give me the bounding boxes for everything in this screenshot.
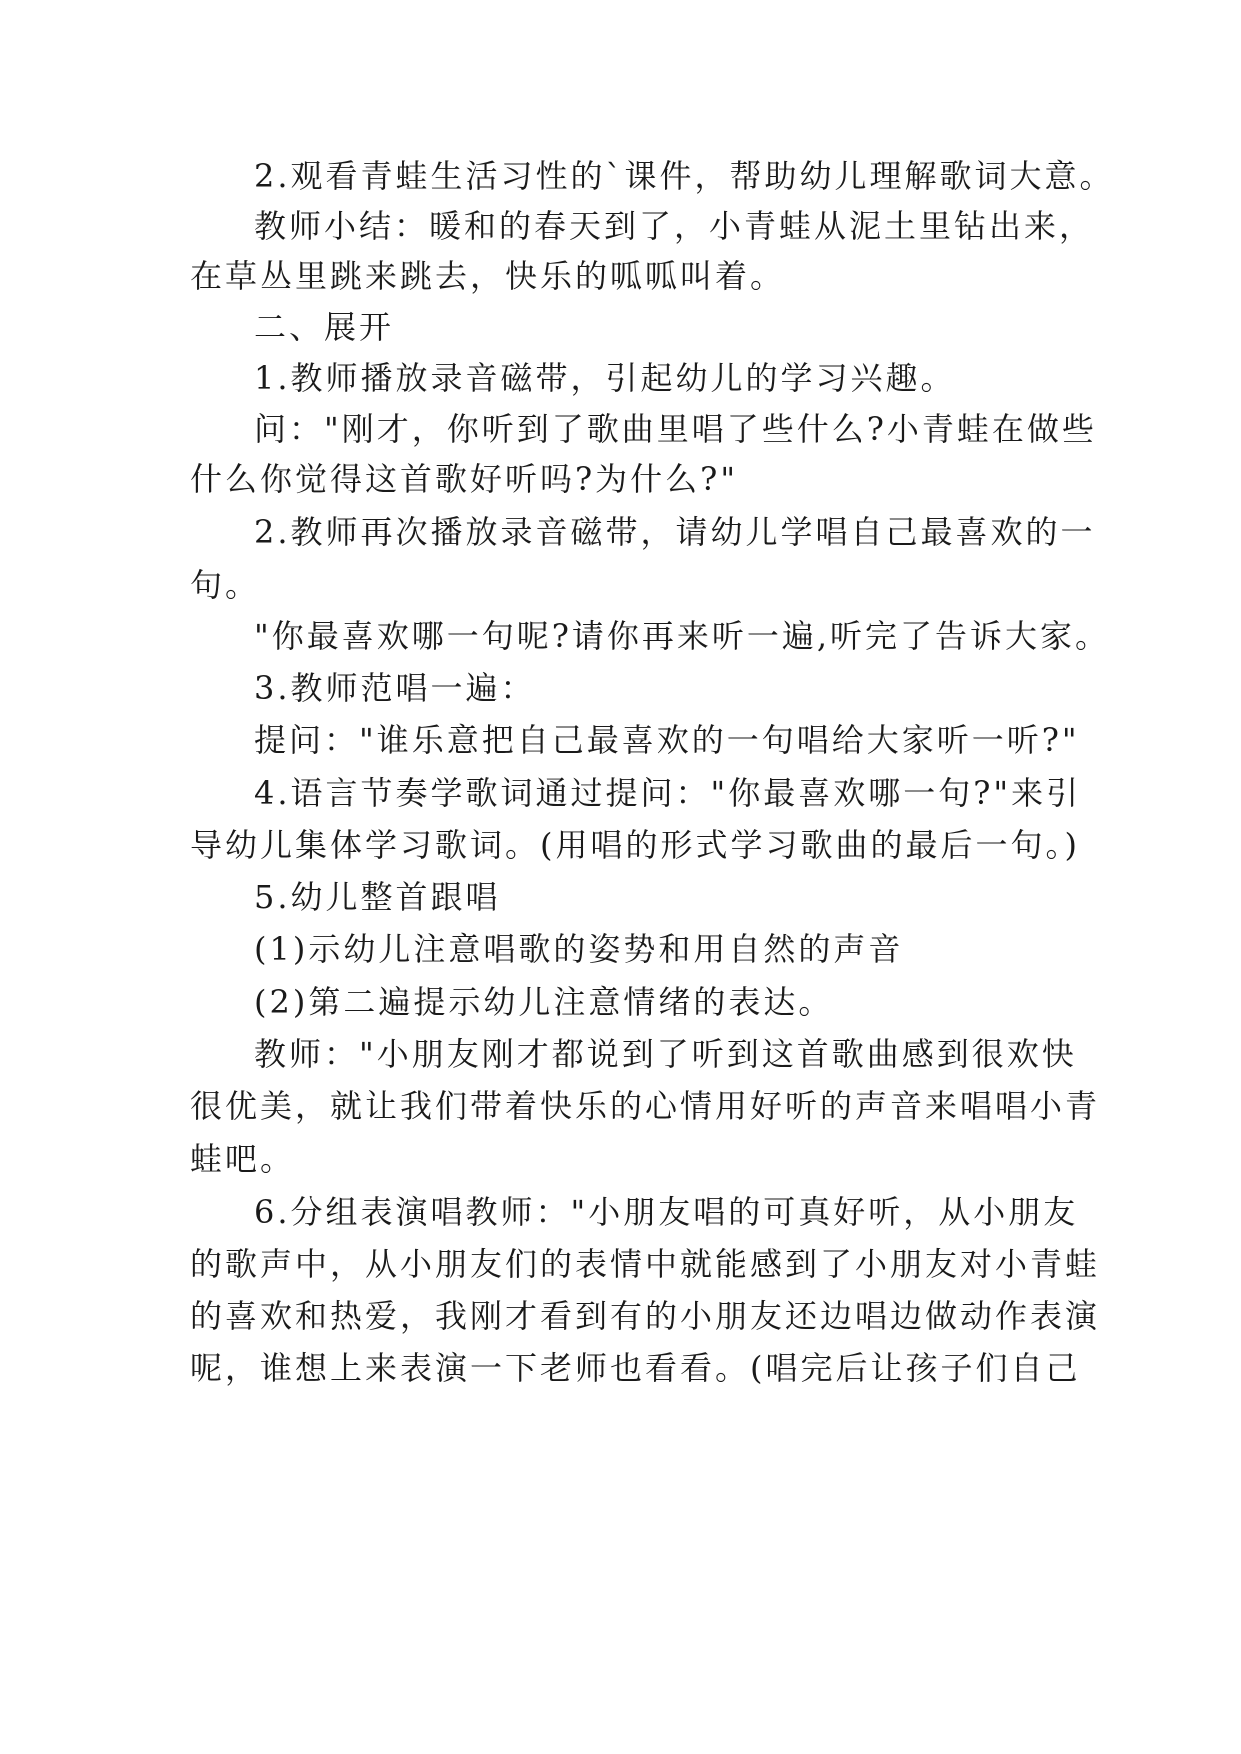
paragraph-line: 提问："谁乐意把自己最喜欢的一句唱给大家听一听?"	[254, 721, 1080, 759]
paragraph-line: 问："刚才，你听到了歌曲里唱了些什么?小青蛙在做些	[254, 410, 1097, 448]
paragraph-line: 很优美，就让我们带着快乐的心情用好听的声音来唱唱小青	[190, 1087, 1101, 1125]
paragraph-line: (1)示幼儿注意唱歌的姿势和用自然的声音	[254, 930, 904, 968]
paragraph-line: 2.观看青蛙生活习性的`课件，帮助幼儿理解歌词大意。	[254, 157, 1115, 195]
paragraph-line: 句。	[190, 566, 261, 604]
paragraph-line: 1.教师播放录音磁带，引起幼儿的学习兴趣。	[254, 359, 956, 397]
paragraph-line: 的歌声中，从小朋友们的表情中就能感到了小朋友对小青蛙	[190, 1245, 1101, 1283]
paragraph-line: 3.教师范唱一遍：	[254, 669, 536, 707]
paragraph-line: 教师："小朋友刚才都说到了听到这首歌曲感到很欢快	[254, 1035, 1077, 1073]
paragraph-line: 的喜欢和热爱，我刚才看到有的小朋友还边唱边做动作表演	[190, 1297, 1101, 1335]
paragraph-line: 2.教师再次播放录音磁带，请幼儿学唱自己最喜欢的一	[254, 513, 1096, 551]
paragraph-line: 导幼儿集体学习歌词。(用唱的形式学习歌曲的最后一句。)	[190, 826, 1080, 864]
paragraph-line: 教师小结：暖和的春天到了，小青蛙从泥土里钻出来，	[254, 207, 1095, 245]
paragraph-line: (2)第二遍提示幼儿注意情绪的表达。	[254, 983, 834, 1021]
paragraph-line: 6.分组表演唱教师："小朋友唱的可真好听，从小朋友	[254, 1193, 1079, 1231]
paragraph-line: "你最喜欢哪一句呢?请你再来听一遍,听完了告诉大家。	[254, 617, 1111, 655]
paragraph-line: 4.语言节奏学歌词通过提问："你最喜欢哪一句?"来引	[254, 774, 1082, 812]
paragraph-line: 什么你觉得这首歌好听吗?为什么?"	[190, 460, 739, 498]
paragraph-line: 5.幼儿整首跟唱	[254, 878, 501, 916]
paragraph-line: 蛙吧。	[190, 1140, 296, 1178]
paragraph-line: 在草丛里跳来跳去，快乐的呱呱叫着。	[190, 257, 786, 295]
paragraph-line: 呢，谁想上来表演一下老师也看看。(唱完后让孩子们自己	[190, 1349, 1081, 1387]
section-heading: 二、展开	[254, 308, 395, 346]
